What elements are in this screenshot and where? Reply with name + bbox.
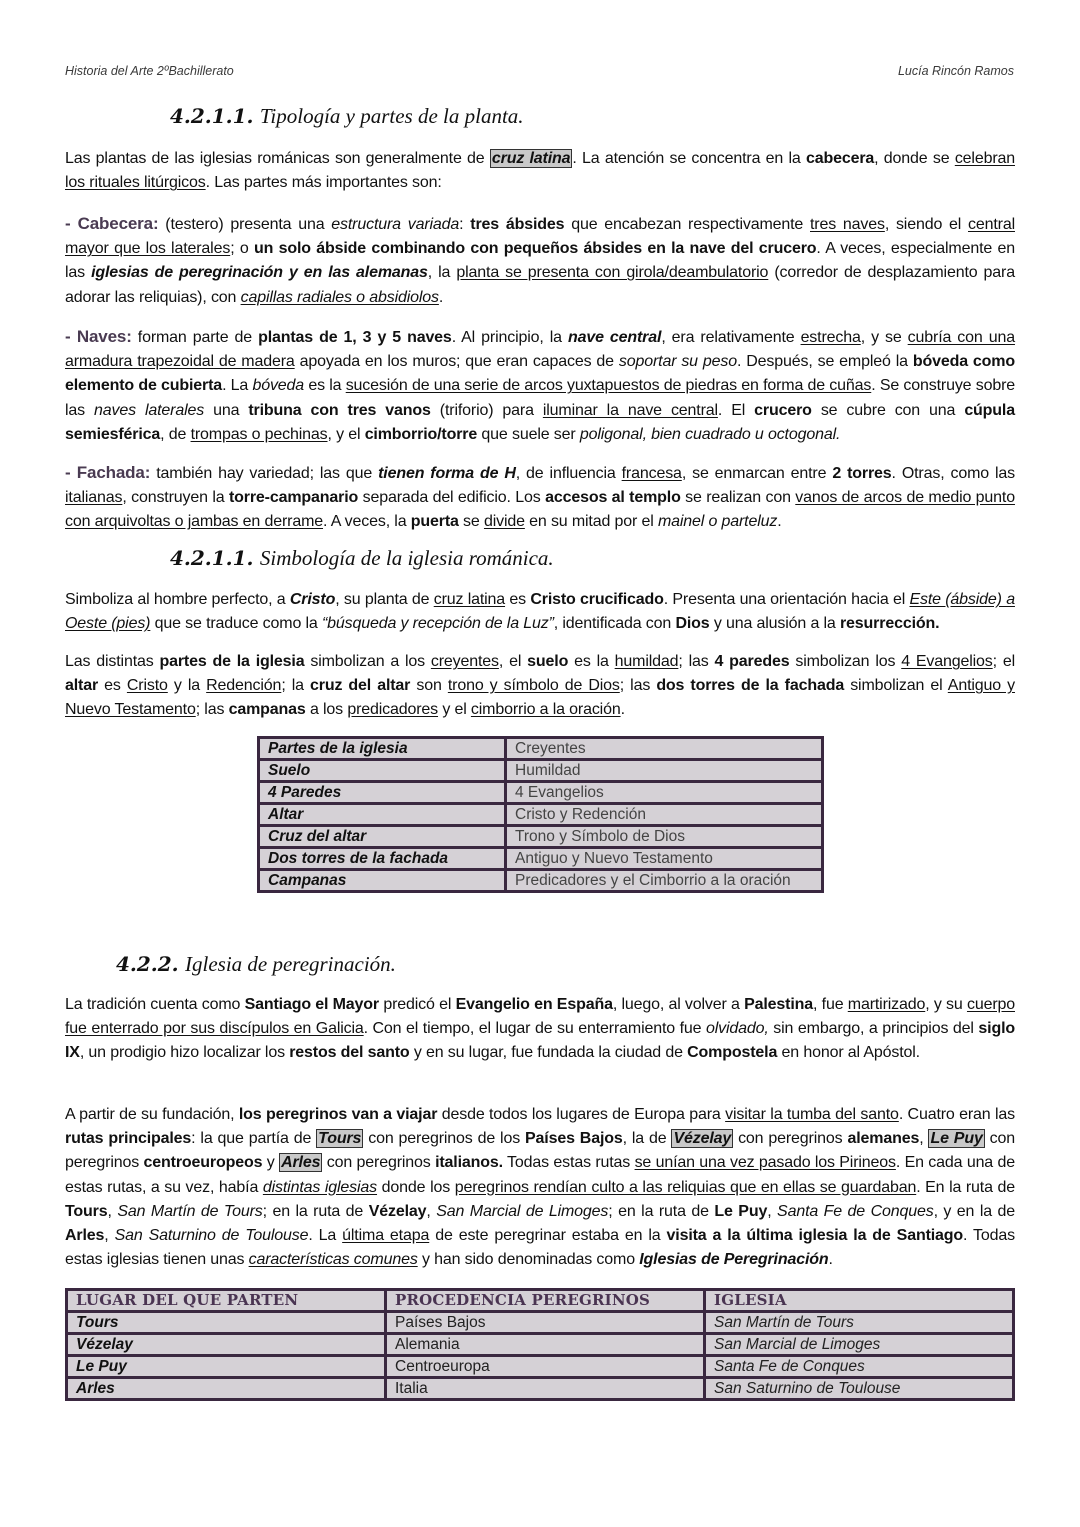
symbol-meaning-cell: Humildad (506, 760, 823, 782)
text-run: ; las (195, 701, 229, 719)
emphasis-text: iluminar la nave central (542, 401, 718, 419)
section-title: Iglesia de peregrinación. (185, 952, 396, 976)
table-header-row (67, 1290, 1014, 1312)
paragraph-cabecera (65, 212, 1015, 310)
text-run: , y se (860, 329, 908, 346)
text-run: , (919, 1130, 929, 1148)
text-run: Las plantas de las iglesias románicas son generalmente de (65, 150, 490, 167)
emphasis-text: bóveda como elemento de cubierta (65, 353, 1015, 395)
section-title: Simbología de la iglesia románica. (259, 546, 554, 570)
emphasis-text: los peregrinos van a viajar (238, 1106, 438, 1123)
paragraph-rutas (65, 1103, 1015, 1272)
symbol-meaning-cell: Antiguo y Nuevo Testamento (506, 848, 823, 870)
emphasis-text: partes de la iglesia (159, 653, 305, 670)
table-row (259, 738, 823, 760)
highlighted-term: Vézelay (673, 1130, 732, 1148)
emphasis-text: San Martín de Tours (117, 1202, 263, 1220)
text-run: se realizan con (680, 489, 796, 507)
emphasis-text: “búsqueda y recepción de la Luz” (321, 615, 554, 633)
section-heading-simbologia (170, 546, 554, 571)
text-run: . El (717, 401, 755, 419)
text-run: . Se construye sobre las (65, 377, 1015, 419)
text-run: es la (568, 653, 615, 670)
origin-cell: Arles (67, 1378, 386, 1400)
emphasis-text: naves laterales (94, 401, 205, 419)
emphasis-text: italianas (65, 489, 123, 507)
symbol-meaning-cell: Predicadores y el Cimborrio a la oración (506, 870, 823, 892)
text-run: . A veces, la (323, 513, 411, 531)
text-run: . La (308, 1227, 343, 1245)
emphasis-text: cabecera (805, 150, 875, 167)
text-run: Las distintas (65, 653, 160, 670)
text-run: , identificada con (553, 615, 676, 633)
emphasis-text: tribuna con tres vanos (248, 401, 431, 419)
emphasis-text: nave central (567, 329, 662, 346)
paragraph-fachada (65, 461, 1015, 535)
emphasis-text: tres ábsides (470, 216, 565, 233)
text-run: . Al principio, la (451, 329, 568, 346)
text-run: simbolizan los (789, 653, 902, 670)
emphasis-text: alemanes (847, 1130, 920, 1148)
emphasis-text: olvidado, (706, 1020, 769, 1038)
symbol-meaning-cell: Creyentes (506, 738, 823, 760)
emphasis-text: cuerpo fue enterrado por sus discípulos en Galicia (65, 996, 1015, 1038)
text-run: sin embargo, a principios del (768, 1020, 979, 1038)
emphasis-text: se unían una vez pasado los Pirineos (634, 1154, 896, 1172)
emphasis-text: cruz del altar (310, 677, 411, 695)
text-run: , (767, 1202, 778, 1220)
emphasis-text: última etapa (342, 1227, 430, 1245)
paragraph-simbolismo-cristo (65, 588, 1015, 636)
emphasis-text: suelo (527, 653, 569, 670)
text-run: apoyada en los muros; que eran capaces de (294, 353, 619, 371)
church-part-cell: 4 Paredes (259, 782, 506, 804)
emphasis-text: Evangelio en España (455, 996, 613, 1013)
table-row (67, 1356, 1014, 1378)
text-run: , la de (622, 1130, 672, 1148)
church-cell: San Saturnino de Toulouse (705, 1378, 1014, 1400)
emphasis-text: peregrinos rendían culto a las reliquias que en ellas se guardaban (454, 1178, 917, 1196)
table-row (67, 1378, 1014, 1400)
text-run: en su mitad por el (524, 513, 658, 531)
emphasis-text: planta se presenta con girola/deambulatorio (456, 264, 769, 282)
section-label: - Fachada: (65, 463, 151, 482)
emphasis-text: puerta (410, 513, 459, 531)
emphasis-text: predicadores (347, 701, 439, 719)
pilgrims-cell: Italia (386, 1378, 705, 1400)
emphasis-text: Arles (65, 1227, 105, 1245)
emphasis-text: torre-campanario (228, 489, 359, 507)
emphasis-text: altar (65, 677, 99, 695)
emphasis-text: restos del santo (289, 1044, 410, 1062)
page-header (65, 64, 1014, 78)
emphasis-text: rutas principales (65, 1130, 192, 1148)
church-part-cell: Suelo (259, 760, 506, 782)
emphasis-text: francesa (621, 465, 682, 482)
text-run: una (204, 401, 249, 419)
text-run: . La (222, 377, 253, 395)
section-heading-tipologia (170, 104, 524, 129)
text-run: y una alusión a la (709, 615, 840, 633)
emphasis-text: visitar la tumba del santo (725, 1106, 899, 1123)
text-run: que se traduce como la (150, 615, 322, 633)
emphasis-text: dos torres de la fachada (656, 677, 845, 695)
text-run: son (410, 677, 448, 695)
emphasis-text: capillas radiales o absidiolos (240, 288, 439, 306)
text-run: . (828, 1251, 833, 1269)
origin-cell: Tours (67, 1312, 386, 1334)
paragraph-intro (65, 147, 1015, 195)
emphasis-text: italianos. (435, 1154, 503, 1172)
text-run: con peregrinos (322, 1154, 436, 1172)
emphasis-text: poligonal, bien cuadrado u octogonal. (579, 425, 841, 443)
text-run: , de (160, 425, 191, 443)
section-heading-peregrinacion (116, 952, 396, 977)
text-run: se (458, 513, 484, 531)
text-run: ; en la ruta de (262, 1202, 369, 1220)
emphasis-text: centroeuropeos (143, 1154, 263, 1172)
section-label: - Naves: (65, 327, 132, 346)
emphasis-text: Cristo (289, 591, 336, 608)
emphasis-text: mainel o parteluz (657, 513, 778, 531)
emphasis-text: Países Bajos (525, 1130, 623, 1148)
emphasis-text: trompas o pechinas (190, 425, 328, 443)
emphasis-text: vanos de arcos de medio punto con arquivoltas o jambas en derrame (65, 489, 1015, 531)
text-run: forman parte de (131, 329, 259, 346)
emphasis-text: Cristo (126, 677, 168, 695)
emphasis-text: características comunes (248, 1251, 418, 1269)
text-run: simbolizan el (844, 677, 948, 695)
paragraph-partes-iglesia (65, 650, 1015, 723)
emphasis-text: Le Puy (714, 1202, 768, 1220)
text-run: y (262, 1154, 280, 1172)
highlighted-term: Arles (281, 1154, 321, 1172)
symbol-meaning-cell: Trono y Símbolo de Dios (506, 826, 823, 848)
emphasis-text: Antiguo y Nuevo Testamento (65, 677, 1015, 719)
text-run: A partir de su fundación, (65, 1106, 239, 1123)
emphasis-text: crucero (754, 401, 812, 419)
header-author: Lucía Rincón Ramos (897, 64, 1014, 78)
text-run: es (98, 677, 127, 695)
emphasis-text: cimborrio a la oración (470, 701, 621, 719)
header-course: Historia del Arte 2ºBachillerato (65, 64, 234, 78)
text-run: desde todos los lugares de Europa para (437, 1106, 726, 1123)
table-row (67, 1334, 1014, 1356)
emphasis-text: Santa Fe de Conques (777, 1202, 934, 1220)
text-run: es (505, 591, 531, 608)
emphasis-text: un solo ábside combinando con pequeños ábsides en la nave del crucero (253, 240, 817, 258)
section-number: 4.2.1.1. (170, 546, 254, 570)
text-run: predicó el (379, 996, 456, 1013)
pilgrims-cell: Países Bajos (386, 1312, 705, 1334)
text-run: . Presenta una orientación hacia el (663, 591, 910, 608)
symbol-meaning-cell: Cristo y Redención (506, 804, 823, 826)
text-run: ; la (281, 677, 310, 695)
emphasis-text: celebran los rituales litúrgicos (65, 150, 1015, 192)
emphasis-text: Iglesias de Peregrinación (639, 1251, 829, 1269)
text-run: , y en la de (933, 1202, 1016, 1220)
text-run: , el (498, 653, 528, 670)
text-run: , (426, 1202, 437, 1220)
pilgrims-cell: Centroeuropa (386, 1356, 705, 1378)
text-run: y el (438, 701, 471, 719)
text-run: y han sido denominadas como (417, 1251, 640, 1269)
emphasis-text: tienen forma de H (378, 465, 516, 482)
church-part-cell: Campanas (259, 870, 506, 892)
paragraph-santiago (65, 993, 1015, 1066)
emphasis-text: humildad (614, 653, 679, 670)
text-run: en honor al Apóstol. (777, 1044, 920, 1062)
text-run: . Las partes más importantes son: (205, 174, 442, 192)
emphasis-text: Este (ábside) a Oeste (pies) (65, 591, 1015, 633)
emphasis-text: Dios (675, 615, 710, 633)
emphasis-text: plantas de 1, 3 y 5 naves (258, 329, 452, 346)
text-run: , y el (327, 425, 365, 443)
church-cell: San Marcial de Limoges (705, 1334, 1014, 1356)
table-row (259, 804, 823, 826)
text-run: con peregrinos (65, 1130, 1016, 1172)
emphasis-text: estrecha (800, 329, 861, 346)
emphasis-text: Cristo crucificado (530, 591, 664, 608)
text-run: : la que partía de (191, 1130, 317, 1148)
text-run: , un prodigio hizo localizar los (79, 1044, 290, 1062)
text-run: Todas estas rutas (502, 1154, 635, 1172)
text-run: donde los (377, 1178, 455, 1196)
text-run: . En cada una de estas rutas, a su vez, había (65, 1154, 1015, 1196)
text-run: que suele ser (477, 425, 580, 443)
text-run: Simboliza al hombre perfecto, a (65, 591, 290, 608)
emphasis-text: cubría con una armadura trapezoidal de madera (65, 329, 1015, 371)
pilgrims-cell: Alemania (386, 1334, 705, 1356)
emphasis-text: San Marcial de Limoges (436, 1202, 609, 1220)
text-run: , y su (925, 996, 967, 1013)
table-row (259, 870, 823, 892)
emphasis-text: creyentes (430, 653, 499, 670)
text-run: ; o (230, 240, 254, 258)
emphasis-text: siglo IX (65, 1020, 1015, 1062)
church-part-cell: Altar (259, 804, 506, 826)
table-row (259, 782, 823, 804)
column-header: LUGAR DEL QUE PARTEN (67, 1290, 386, 1312)
text-run: , construyen la (122, 489, 229, 507)
emphasis-text: Tours (65, 1202, 108, 1220)
emphasis-text: visita a la última iglesia la de Santiago (666, 1227, 964, 1245)
section-label: - Cabecera: (65, 214, 159, 233)
church-part-cell: Cruz del altar (259, 826, 506, 848)
column-header: PROCEDENCIA PEREGRINOS (386, 1290, 705, 1312)
origin-cell: Vézelay (67, 1334, 386, 1356)
text-run: , la (427, 264, 457, 282)
text-run: . Otras, como las (891, 465, 1016, 482)
emphasis-text: cruz latina (433, 591, 506, 608)
emphasis-text: tres naves (810, 216, 885, 233)
emphasis-text: martirizado (847, 996, 926, 1013)
text-run: , siendo el (884, 216, 968, 233)
section-number: 4.2.2. (116, 952, 179, 976)
emphasis-text: cimborrio/torre (364, 425, 478, 443)
emphasis-text: estructura variada (331, 216, 460, 233)
text-run: . Después, se empleó la (737, 353, 913, 371)
text-run: . En la ruta de (916, 1178, 1015, 1196)
emphasis-text: 4 paredes (714, 653, 790, 670)
text-run: ; las (619, 677, 657, 695)
emphasis-text: Santiago el Mayor (244, 996, 380, 1013)
emphasis-text: Compostela (687, 1044, 778, 1062)
origin-cell: Le Puy (67, 1356, 386, 1378)
paragraph-naves (65, 325, 1015, 447)
text-run: se cubre con una (811, 401, 965, 419)
text-run: , (107, 1202, 118, 1220)
text-run: de este peregrinar estaba en la (429, 1227, 667, 1245)
text-run: con peregrinos (733, 1130, 848, 1148)
text-run: es la (304, 377, 346, 395)
text-run: , fue (813, 996, 848, 1013)
emphasis-text: Vézelay (368, 1202, 427, 1220)
church-cell: Santa Fe de Conques (705, 1356, 1014, 1378)
highlighted-term: Le Puy (930, 1130, 983, 1148)
emphasis-text: sucesión de una serie de arcos yuxtapuestos de piedras en forma de cuñas (345, 377, 872, 395)
table-row (259, 826, 823, 848)
text-run: . (777, 513, 782, 531)
text-run: , luego, al volver a (612, 996, 745, 1013)
text-run: , era relativamente (661, 329, 801, 346)
text-run: , su planta de (335, 591, 434, 608)
text-run: . (620, 701, 625, 719)
text-run: La tradición cuenta como (65, 996, 245, 1013)
text-run: separada del edificio. Los (358, 489, 546, 507)
text-run: . (438, 288, 444, 306)
section-number: 4.2.1.1. (170, 104, 254, 128)
text-run: , (104, 1227, 115, 1245)
symbol-meaning-cell: 4 Evangelios (506, 782, 823, 804)
text-run: : (459, 216, 471, 233)
symbolism-table (257, 736, 824, 893)
text-run: . Todas estas iglesias tienen unas (65, 1227, 1015, 1269)
table-row (259, 848, 823, 870)
emphasis-text: San Saturnino de Toulouse (114, 1227, 309, 1245)
church-part-cell: Partes de la iglesia (259, 738, 506, 760)
emphasis-text: campanas (228, 701, 306, 719)
text-run: . A veces, especialmente en las (65, 240, 1015, 282)
text-run: . Cuatro eran las (898, 1106, 1015, 1123)
text-run: (testero) presenta una (158, 216, 332, 233)
table-row (67, 1312, 1014, 1334)
column-header: IGLESIA (705, 1290, 1014, 1312)
text-run: ; las (678, 653, 715, 670)
text-run: (corredor de desplazamiento para adorar las reliquias), con (65, 264, 1015, 306)
text-run: , donde se (874, 150, 955, 167)
text-run: (triforio) para (430, 401, 543, 419)
section-title: Tipología y partes de la planta. (259, 104, 524, 128)
text-run: , se enmarcan entre (681, 465, 833, 482)
text-run: ; en la ruta de (608, 1202, 715, 1220)
highlighted-term: Tours (318, 1130, 362, 1148)
emphasis-text: distintas iglesias (262, 1178, 378, 1196)
emphasis-text: 4 Evangelios (901, 653, 993, 670)
routes-table (65, 1288, 1015, 1401)
emphasis-text: divide (483, 513, 525, 531)
text-run: a los (305, 701, 348, 719)
text-run: también hay variedad; las que (150, 465, 379, 482)
emphasis-text: soportar su peso (618, 353, 737, 371)
emphasis-text: accesos al templo (545, 489, 681, 507)
text-run: . Con el tiempo, el lugar de su enterramiento fue (363, 1020, 706, 1038)
text-run: con peregrinos de los (363, 1130, 526, 1148)
emphasis-text: Palestina (744, 996, 814, 1013)
text-run: simbolizan a los (304, 653, 431, 670)
emphasis-text: bóveda (252, 377, 305, 395)
table-row (259, 760, 823, 782)
highlighted-term: cruz latina (491, 150, 571, 167)
text-run: y la (167, 677, 207, 695)
text-run: que encabezan respectivamente (564, 216, 810, 233)
text-run: . La atención se concentra en la (572, 150, 806, 167)
emphasis-text: cúpula semiesférica (65, 401, 1015, 443)
emphasis-text: resurrección. (839, 615, 940, 633)
emphasis-text: iglesias de peregrinación y en las alemanas (91, 264, 428, 282)
church-cell: San Martín de Tours (705, 1312, 1014, 1334)
emphasis-text: trono y símbolo de Dios (447, 677, 620, 695)
emphasis-text: central mayor que los laterales (65, 216, 1015, 258)
emphasis-text: Redención (206, 677, 282, 695)
text-run: y en su lugar, fue fundada la ciudad de (409, 1044, 688, 1062)
text-run: ; el (992, 653, 1015, 670)
emphasis-text: 2 torres (832, 465, 892, 482)
text-run: , de influencia (515, 465, 622, 482)
church-part-cell: Dos torres de la fachada (259, 848, 506, 870)
